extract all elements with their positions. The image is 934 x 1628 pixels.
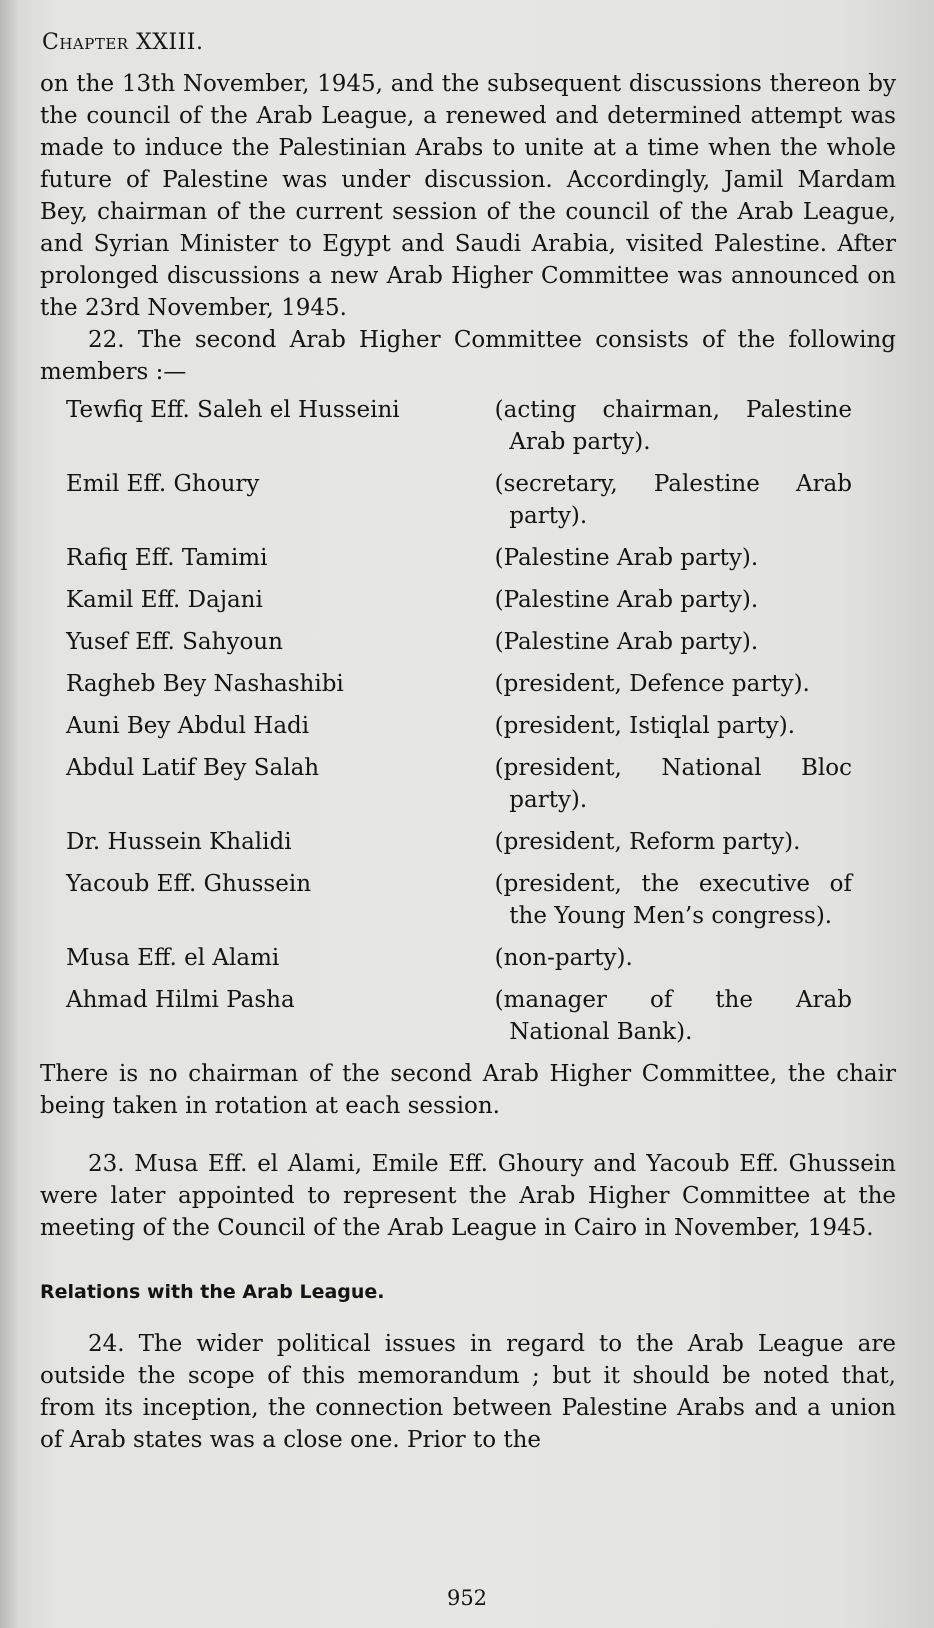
- member-name: Abdul Latif Bey Salah: [66, 755, 320, 781]
- section-heading: Relations with the Arab League.: [40, 1281, 385, 1303]
- member-name: Dr. Hussein Khalidi: [66, 829, 292, 855]
- member-name: Auni Bey Abdul Hadi: [66, 713, 310, 739]
- member-role: (Palestine Arab party).: [494, 545, 759, 571]
- member-row: [40, 710, 896, 742]
- running-head: Chapter XXIII.: [42, 30, 204, 55]
- paragraph-22: 22. The second Arab Higher Committee consists of the following members :—: [40, 327, 896, 385]
- member-role: (president, Reform party).: [494, 829, 801, 855]
- member-role: (president, the executive of the Young Men’s congress).: [494, 871, 852, 929]
- member-name: Emil Eff. Ghoury: [66, 471, 260, 497]
- member-name: Musa Eff. el Alami: [66, 945, 280, 971]
- member-name: Rafiq Eff. Tamimi: [66, 545, 268, 571]
- member-row: [40, 394, 896, 458]
- member-row: [40, 668, 896, 700]
- paragraph-spacer: [40, 1122, 896, 1148]
- paragraph-24: 24. The wider political issues in regard to the Arab League are outside the scope of this memorandum ; but it should be noted that, from its inception, the connection between Palestine Arabs and a union of Arab states was a close one. Prior to the: [40, 1331, 896, 1453]
- member-role: (acting chairman, Palestine Arab party).: [494, 397, 852, 455]
- member-role: (Palestine Arab party).: [494, 629, 759, 655]
- member-name: Ragheb Bey Nashashibi: [66, 671, 344, 697]
- members-list: [40, 394, 896, 1048]
- member-name: Tewfiq Eff. Saleh el Husseini: [66, 397, 400, 423]
- member-row: [40, 984, 896, 1048]
- member-row: [40, 942, 896, 974]
- member-role: (secretary, Palestine Arab party).: [494, 471, 852, 529]
- member-row: [40, 826, 896, 858]
- page-number: 952: [446, 1586, 488, 1610]
- member-name: Yacoub Eff. Ghussein: [66, 871, 312, 897]
- member-role: (president, Istiqlal party).: [494, 713, 796, 739]
- member-row: [40, 542, 896, 574]
- page-spine-shadow: [0, 0, 18, 1628]
- paragraph-continuation: on the 13th November, 1945, and the subsequent discussions thereon by the council of the Arab League, a renewed and determined attempt was made to induce the Palestinian Arabs to unite at a time when the whole future of Palestine was under discussion. Accordingly, Jamil Mardam Bey, chairman of the current session of the council of the Arab League, and Syrian Minister to Egypt and Saudi Arabia, visited Palestine. After prolonged discussions a new Arab Higher Committee was announced on the 23rd November, 1945.: [40, 71, 896, 321]
- member-name: Kamil Eff. Dajani: [66, 587, 263, 613]
- member-row: [40, 626, 896, 658]
- member-role: (Palestine Arab party).: [494, 587, 759, 613]
- page-content: [40, 28, 896, 1456]
- member-row: [40, 468, 896, 532]
- member-row: [40, 584, 896, 616]
- paragraph-23: 23. Musa Eff. el Alami, Emile Eff. Ghoury and Yacoub Eff. Ghussein were later appointed to represent the Arab Higher Committee at the meeting of the Council of the Arab League in Cairo in November, 1945.: [40, 1151, 896, 1241]
- paragraph-no-chairman: There is no chairman of the second Arab Higher Committee, the chair being taken in rotation at each session.: [40, 1061, 896, 1119]
- member-row: [40, 752, 896, 816]
- member-role: (non-party).: [494, 945, 633, 971]
- member-role: (president, National Bloc party).: [494, 755, 852, 813]
- member-role: (president, Defence party).: [494, 671, 810, 697]
- member-name: Yusef Eff. Sahyoun: [66, 629, 283, 655]
- member-role: (manager of the Arab National Bank).: [494, 987, 852, 1045]
- member-row: [40, 868, 896, 932]
- member-name: Ahmad Hilmi Pasha: [66, 987, 295, 1013]
